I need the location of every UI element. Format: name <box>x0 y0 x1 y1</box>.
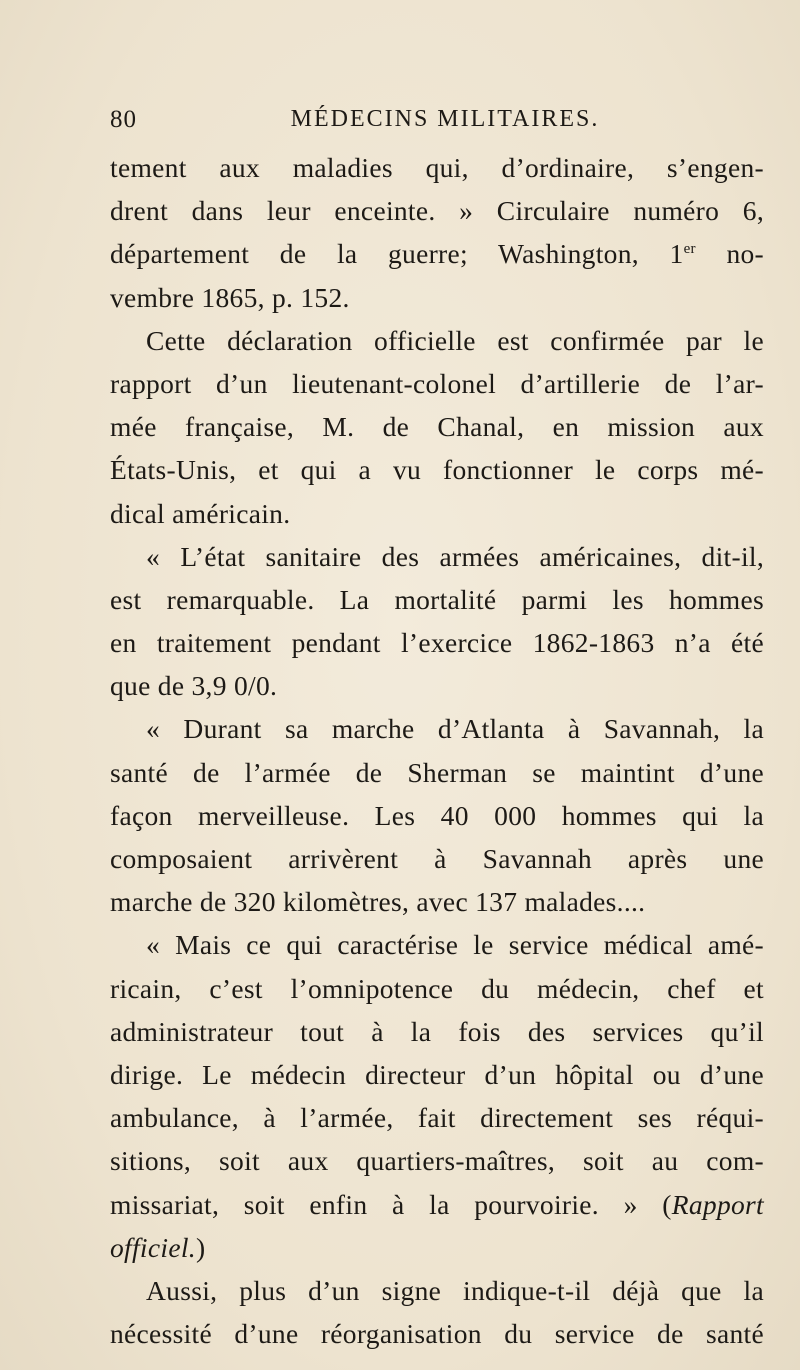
text-line: mée française, M. de Chanal, en mission aux <box>110 411 764 443</box>
text-line: « L’état sanitaire des armées américaines, dit-il, <box>146 540 764 572</box>
text-span: ) <box>195 1231 206 1263</box>
text-span: missariat, soit enfin à la pourvoirie. » ( <box>110 1188 672 1220</box>
text-line: dirige. Le médecin directeur d’un hôpital ou d’une <box>110 1058 764 1090</box>
text-line: rapport d’un lieutenant-colonel d’artillerie de l’ar- <box>110 367 764 399</box>
running-title: MÉDECINS MILITAIRES. <box>290 106 600 132</box>
text-line: ambulance, à l’armée, fait directement ses réqui- <box>110 1102 764 1134</box>
text-line: nécessité d’une réorganisation du service de santé <box>110 1318 764 1350</box>
text-line: ricain, c’est l’omnipotence du médecin, chef et <box>110 972 764 1004</box>
italic-reference: Rapport <box>671 1188 764 1220</box>
text-line: marche de 320 kilomètres, avec 137 malades.... <box>110 886 646 918</box>
text-line <box>110 232 764 275</box>
text-line: Cette déclaration officielle est confirmée par le <box>146 324 764 356</box>
superscript: er <box>683 241 696 258</box>
text-line: administrateur tout à la fois des services qu’il <box>110 1015 764 1047</box>
text-line: vembre 1865, p. 152. <box>110 281 350 313</box>
text-line: en traitement pendant l’exercice 1862-1863 n’a été <box>110 627 764 659</box>
text-line: que de 3,9 0/0. <box>110 670 278 702</box>
text-line: tement aux maladies qui, d’ordinaire, s’engen- <box>110 152 764 183</box>
text-line <box>110 1226 764 1269</box>
text-line: composaient arrivèrent à Savannah après une <box>110 843 764 874</box>
body-text <box>110 146 764 1355</box>
text-line <box>110 1183 764 1226</box>
text-line: est remarquable. La mortalité parmi les hommes <box>110 583 764 615</box>
text-span: département de la guerre; Washington, 1 <box>110 238 684 270</box>
text-line: sitions, soit aux quartiers-maîtres, soit au com- <box>110 1145 764 1177</box>
page-number: 80 <box>110 106 137 133</box>
italic-reference: officiel. <box>110 1231 196 1263</box>
text-line: santé de l’armée de Sherman se maintint d’une <box>110 756 764 788</box>
text-line: États-Unis, et qui a vu fonctionner le corps mé- <box>110 454 764 486</box>
text-line: Aussi, plus d’un signe indique-t-il déjà que la <box>146 1274 764 1306</box>
text-line: façon merveilleuse. Les 40 000 hommes qui la <box>110 799 764 831</box>
text-span: no- <box>695 238 764 270</box>
text-line: drent dans leur enceinte. » Circulaire numéro 6, <box>110 195 764 227</box>
text-line: dical américain. <box>110 497 291 529</box>
text-line: « Mais ce qui caractérise le service médical amé- <box>146 929 764 961</box>
running-head <box>110 106 760 140</box>
text-line: « Durant sa marche d’Atlanta à Savannah, la <box>146 713 764 745</box>
